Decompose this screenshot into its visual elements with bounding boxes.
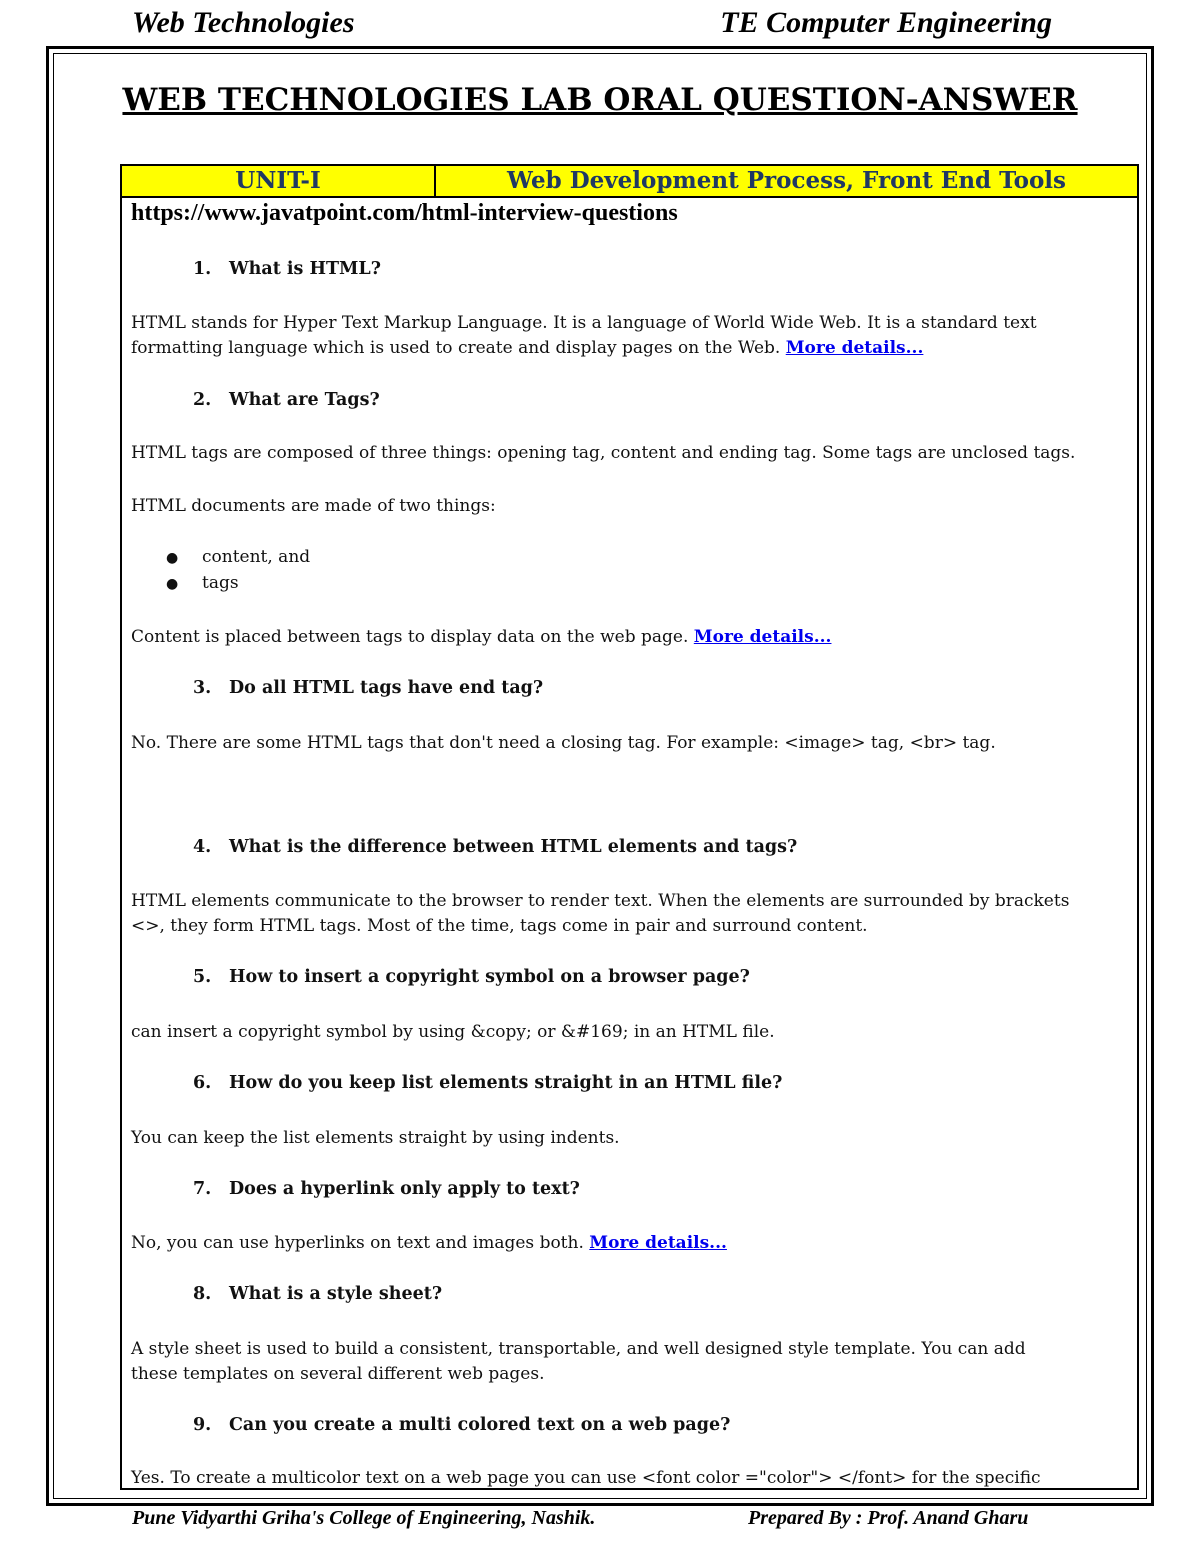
footer-right: Prepared By : Prof. Anand Gharu xyxy=(748,1507,1029,1529)
question-text: How do you keep list elements straight in an HTML file? xyxy=(229,1073,783,1093)
answer-line: formatting language which is used to create and display pages on the Web. xyxy=(131,338,781,358)
answer-line: these templates on several different web pages. xyxy=(131,1364,545,1384)
list-item xyxy=(166,573,239,593)
footer-left: Pune Vidyarthi Griha's College of Engineering, Nashik. xyxy=(132,1507,596,1529)
question-1 xyxy=(193,259,381,279)
answer-5: can insert a copyright symbol by using &copy; or &#169; in an HTML file. xyxy=(131,1022,775,1042)
question-text: Does a hyperlink only apply to text? xyxy=(229,1179,580,1199)
question-2 xyxy=(193,390,380,410)
answer-line: HTML elements communicate to the browser to render text. When the elements are surrounded by brackets xyxy=(131,891,1070,911)
question-text: How to insert a copyright symbol on a browser page? xyxy=(229,967,750,987)
question-3 xyxy=(193,678,543,698)
question-number: 4. xyxy=(193,837,212,857)
list-item-text: tags xyxy=(202,573,239,593)
question-text: What are Tags? xyxy=(229,390,380,410)
unit-label: UNIT-I xyxy=(122,166,436,196)
source-url: https://www.javatpoint.com/html-interview-questions xyxy=(131,200,678,226)
answer-9: Yes. To create a multicolor text on a web page you can use <font color ="color"> </font> for the specific xyxy=(131,1468,1041,1488)
question-text: Can you create a multi colored text on a web page? xyxy=(229,1415,731,1435)
answer-3: No. There are some HTML tags that don't need a closing tag. For example: <image> tag, <br> tag. xyxy=(131,733,996,753)
question-text: Do all HTML tags have end tag? xyxy=(229,678,544,698)
question-text: What is the difference between HTML elements and tags? xyxy=(229,837,798,857)
question-8 xyxy=(193,1284,442,1304)
more-details-link[interactable]: More details... xyxy=(785,338,924,358)
answer-2-line-2: HTML documents are made of two things: xyxy=(131,496,496,516)
question-9 xyxy=(193,1415,730,1435)
unit-header-row xyxy=(120,164,1139,198)
question-text: What is HTML? xyxy=(229,259,381,279)
question-number: 1. xyxy=(193,259,212,279)
question-number: 2. xyxy=(193,390,212,410)
bullet-icon: ● xyxy=(166,576,179,592)
answer-1 xyxy=(131,311,1131,361)
question-number: 6. xyxy=(193,1073,212,1093)
more-details-link[interactable]: More details... xyxy=(693,627,832,647)
question-6 xyxy=(193,1073,782,1093)
question-number: 9. xyxy=(193,1415,212,1435)
document-title: WEB TECHNOLOGIES LAB ORAL QUESTION-ANSWER xyxy=(122,82,1078,118)
bullet-icon: ● xyxy=(166,550,179,566)
unit-topic: Web Development Process, Front End Tools xyxy=(507,167,1066,194)
question-4 xyxy=(193,837,797,857)
list-item-text: content, and xyxy=(202,547,311,567)
answer-line: A style sheet is used to build a consistent, transportable, and well designed style template. You can add xyxy=(131,1339,1026,1359)
question-number: 3. xyxy=(193,678,212,698)
answer-2-line-3 xyxy=(131,625,1131,650)
answer-line: <>, they form HTML tags. Most of the time, tags come in pair and surround content. xyxy=(131,916,868,936)
answer-7 xyxy=(131,1231,1131,1256)
question-number: 5. xyxy=(193,967,212,987)
more-details-link[interactable]: More details... xyxy=(589,1233,727,1253)
question-number: 7. xyxy=(193,1179,212,1199)
question-text: What is a style sheet? xyxy=(229,1284,443,1304)
question-number: 8. xyxy=(193,1284,212,1304)
answer-line: HTML stands for Hyper Text Markup Language. It is a language of World Wide Web. It is a standard text xyxy=(131,313,1037,333)
header-right: TE Computer Engineering xyxy=(720,6,1052,39)
header-left: Web Technologies xyxy=(132,6,355,39)
answer-6: You can keep the list elements straight by using indents. xyxy=(131,1128,620,1148)
list-item xyxy=(166,547,310,567)
answer-4 xyxy=(131,889,1131,939)
answer-line: Content is placed between tags to display data on the web page. xyxy=(131,627,689,647)
question-5 xyxy=(193,967,750,987)
answer-2-line-1: HTML tags are composed of three things: opening tag, content and ending tag. Some tags are unclosed tags. xyxy=(131,443,1076,463)
answer-line: No, you can use hyperlinks on text and images both. xyxy=(131,1233,584,1253)
question-7 xyxy=(193,1179,580,1199)
answer-8 xyxy=(131,1337,1131,1387)
